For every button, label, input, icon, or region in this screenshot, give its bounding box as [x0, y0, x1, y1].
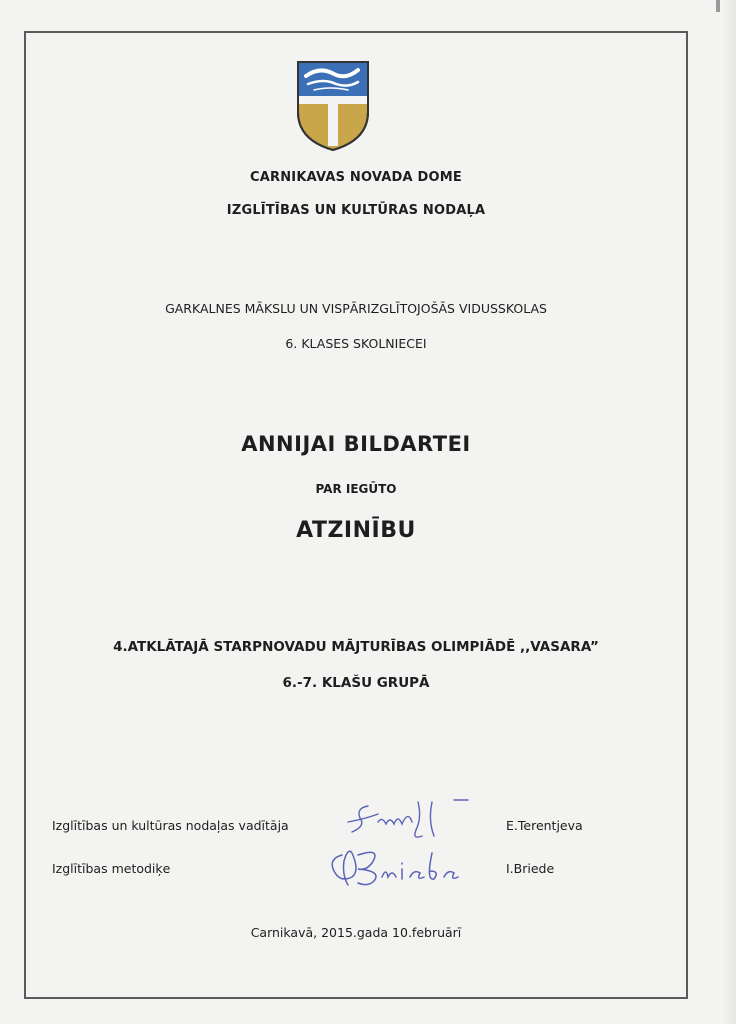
coat-of-arms-icon	[296, 60, 370, 152]
handwritten-signature-briede	[322, 841, 462, 891]
signature-row-methodist	[0, 851, 736, 891]
organization-name: CARNIKAVAS NOVADA DOME	[250, 170, 462, 185]
class-line: 6. KLASES SKOLNIECEI	[285, 336, 427, 351]
scan-mark	[716, 0, 720, 12]
school-line: GARKALNES MĀKSLU UN VISPĀRIZGLĪTOJOŠĀS VIDUSSKOLAS	[165, 301, 547, 316]
event-line: 4.ATKLĀTAJĀ STARPNOVADU MĀJTURĪBAS OLIMPIĀDĒ ,,VASARA”	[113, 639, 599, 655]
signatory-title: Izglītības metodiķe	[52, 861, 171, 876]
recipient-name: ANNIJAI BILDARTEI	[241, 432, 471, 456]
signatory-name: E.Terentjeva	[506, 818, 583, 833]
signatory-name: I.Briede	[506, 861, 555, 876]
handwritten-signature-terentjeva	[338, 796, 488, 846]
place-and-date: Carnikavā, 2015.gada 10.februārī	[250, 925, 462, 940]
department-name: IZGLĪTĪBAS UN KULTŪRAS NODAĻA	[226, 203, 486, 218]
award-title: ATZINĪBU	[296, 518, 416, 543]
signatory-title: Izglītības un kultūras nodaļas vadītāja	[52, 818, 289, 833]
award-pretext: PAR IEGŪTO	[315, 482, 397, 496]
event-group-line: 6.-7. KLAŠU GRUPĀ	[282, 675, 430, 691]
